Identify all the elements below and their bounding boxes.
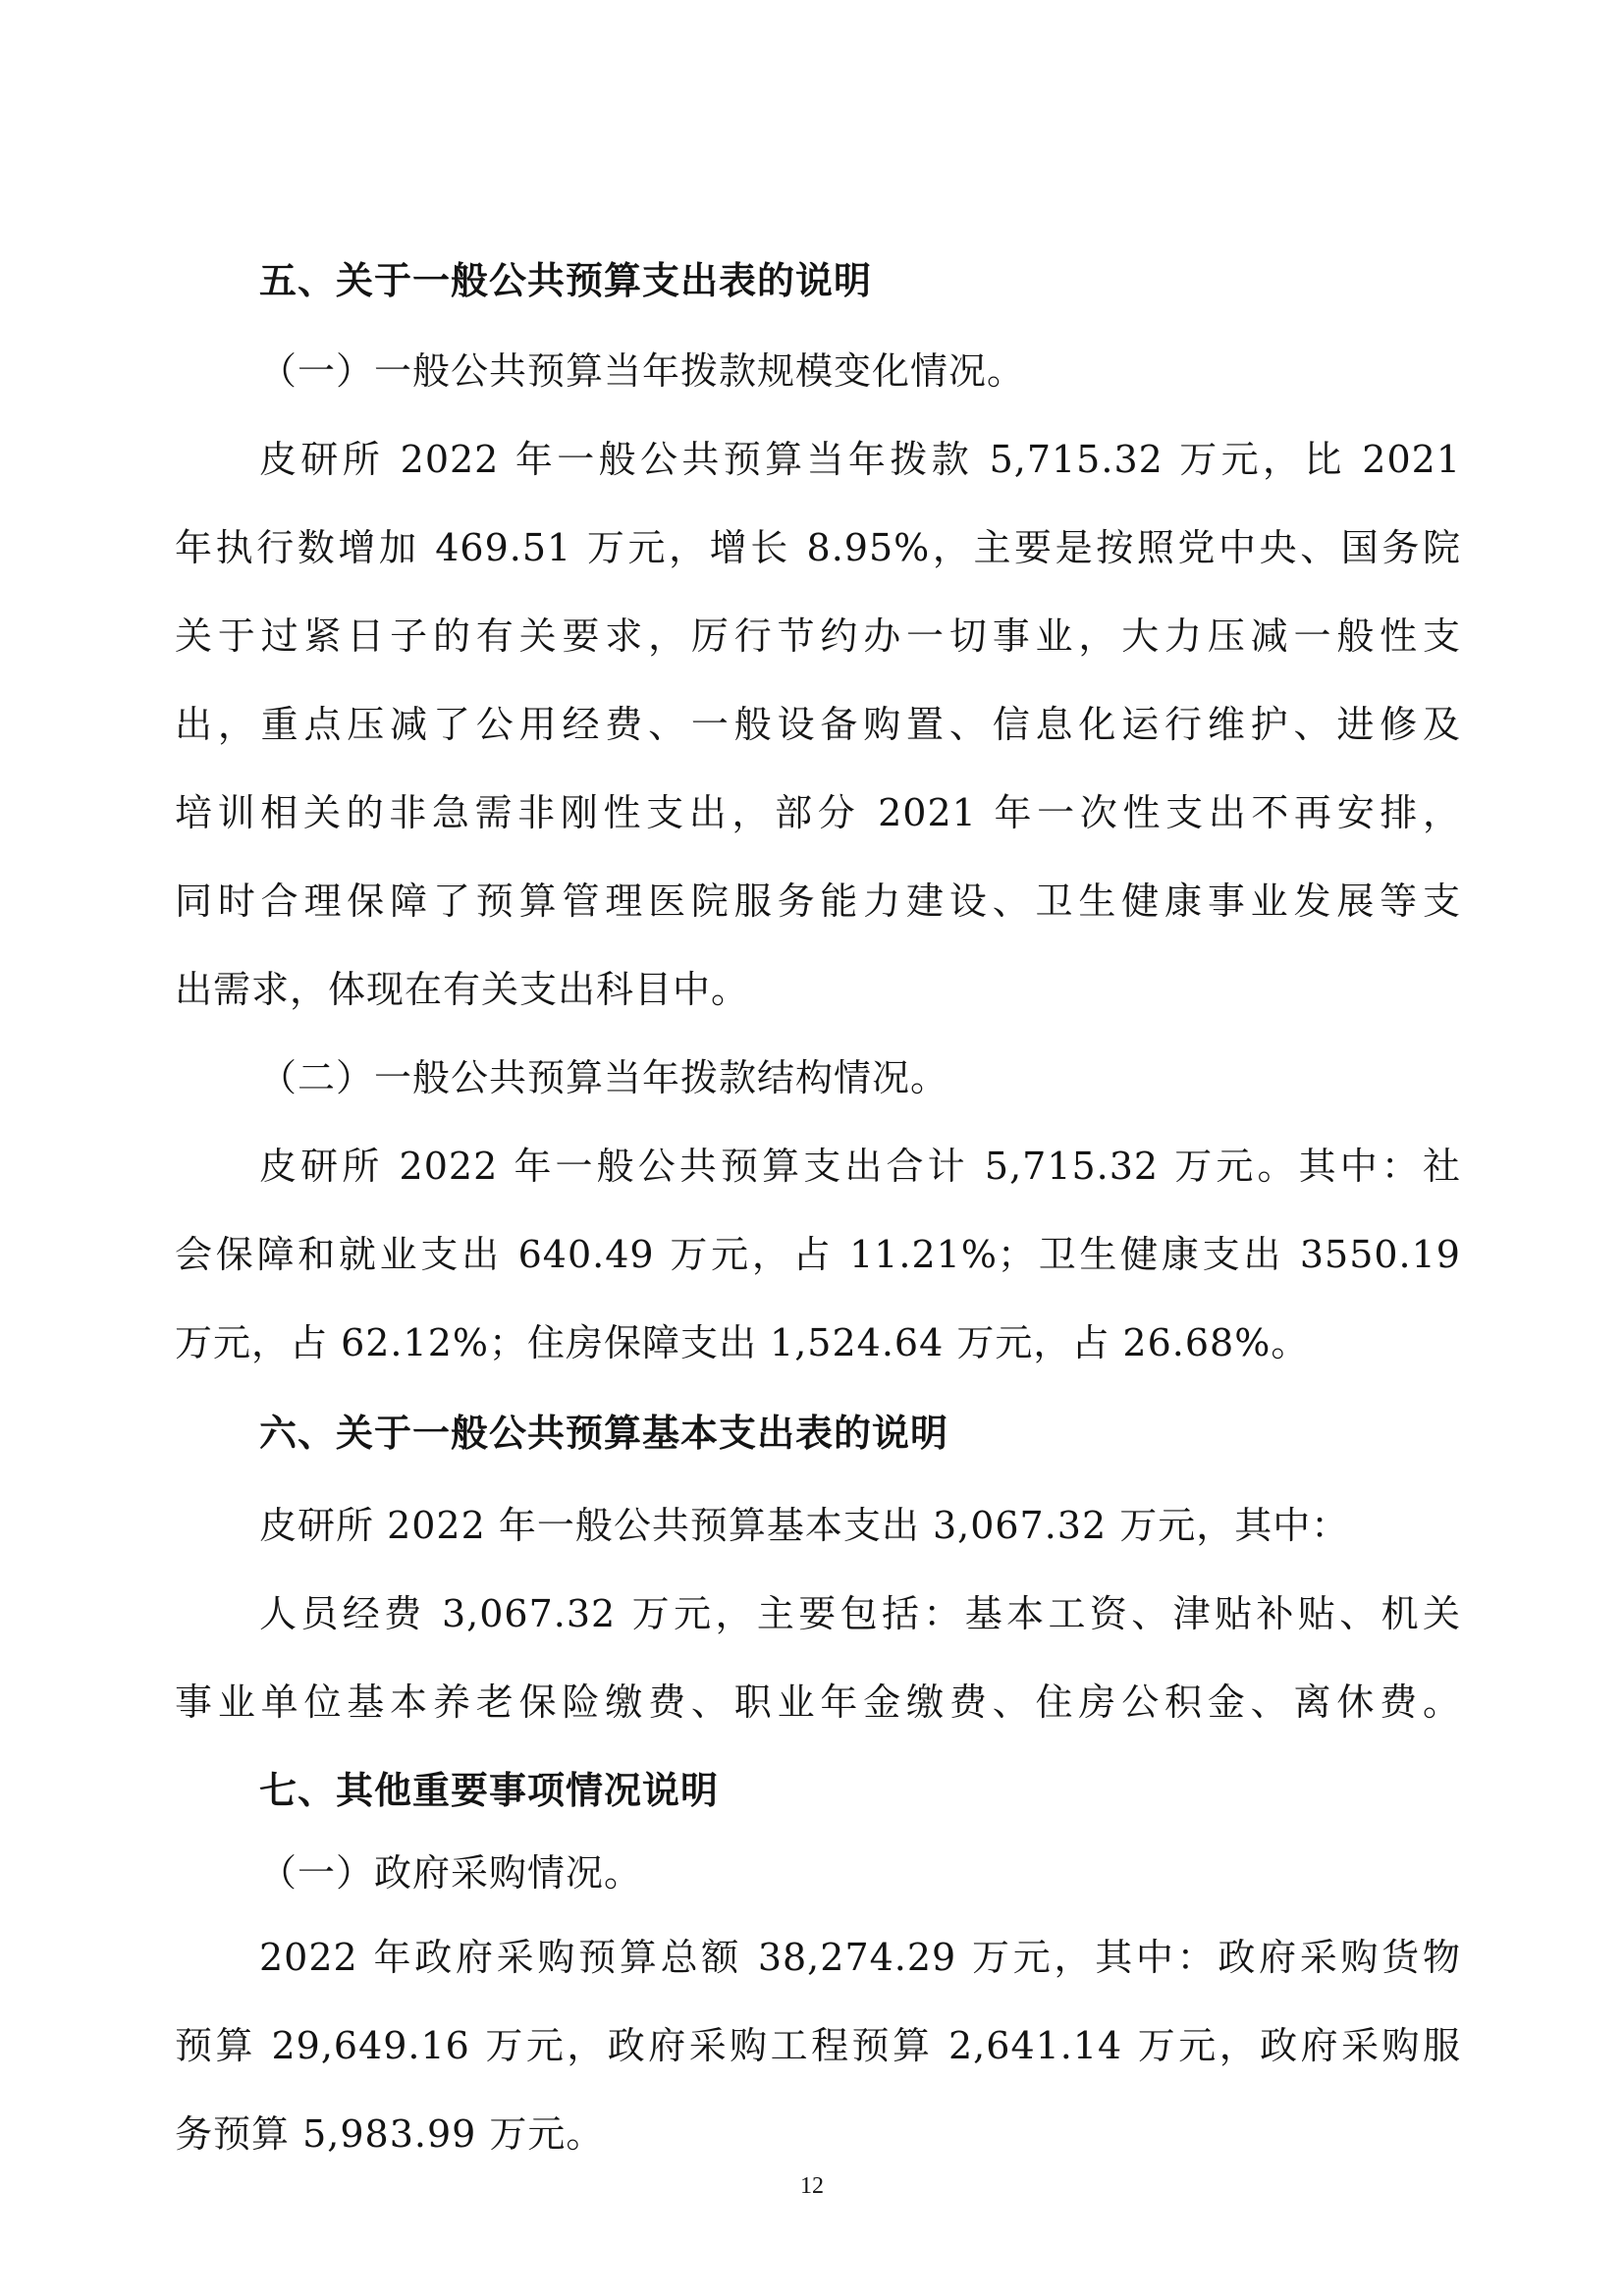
paragraph-line: 预算 29,649.16 万元，政府采购工程预算 2,641.14 万元，政府采购服 [175, 2024, 1461, 2067]
paragraph-line: 人员经费 3,067.32 万元，主要包括：基本工资、津贴补贴、机关 [259, 1592, 1461, 1635]
paragraph-line: 会保障和就业支出 640.49 万元，占 11.21%；卫生健康支出 3550.19 [175, 1233, 1461, 1276]
paragraph-line: 万元，占 62.12%；住房保障支出 1,524.64 万元，占 26.68%。 [175, 1321, 1310, 1364]
paragraph-line: 皮研所 2022 年一般公共预算支出合计 5,715.32 万元。其中：社 [259, 1145, 1461, 1188]
paragraph-line: 培训相关的非急需非刚性支出，部分 2021 年一次性支出不再安排， [175, 791, 1461, 834]
section-6-heading: 六、关于一般公共预算基本支出表的说明 [259, 1412, 949, 1455]
paragraph-line: 事业单位基本养老保险缴费、职业年金缴费、住房公积金、离休费。 [175, 1681, 1461, 1724]
paragraph-line: 同时合理保障了预算管理医院服务能力建设、卫生健康事业发展等支 [175, 880, 1461, 923]
section-7-1-title: （一）政府采购情况。 [259, 1851, 643, 1895]
paragraph-line: 年执行数增加 469.51 万元，增长 8.95%，主要是按照党中央、国务院 [175, 526, 1461, 569]
section-5-2-title: （二）一般公共预算当年拨款结构情况。 [259, 1056, 949, 1099]
paragraph-line: 2022 年政府采购预算总额 38,274.29 万元，其中：政府采购货物 [259, 1936, 1461, 1979]
paragraph-line: 出需求，体现在有关支出科目中。 [175, 968, 750, 1011]
page-number: 12 [800, 2173, 824, 2199]
paragraph-line: 皮研所 2022 年一般公共预算当年拨款 5,715.32 万元，比 2021 [259, 438, 1461, 481]
section-7-heading: 七、其他重要事项情况说明 [259, 1769, 720, 1812]
section-5-heading: 五、关于一般公共预算支出表的说明 [259, 259, 873, 302]
section-5-1-title: （一）一般公共预算当年拨款规模变化情况。 [259, 349, 1026, 393]
paragraph-line: 关于过紧日子的有关要求，厉行节约办一切事业，大力压减一般性支 [175, 614, 1461, 658]
paragraph-line: 出，重点压减了公用经费、一般设备购置、信息化运行维护、进修及 [175, 703, 1461, 746]
paragraph-line: 务预算 5,983.99 万元。 [175, 2112, 605, 2156]
paragraph-line: 皮研所 2022 年一般公共预算基本支出 3,067.32 万元，其中： [259, 1504, 1350, 1547]
